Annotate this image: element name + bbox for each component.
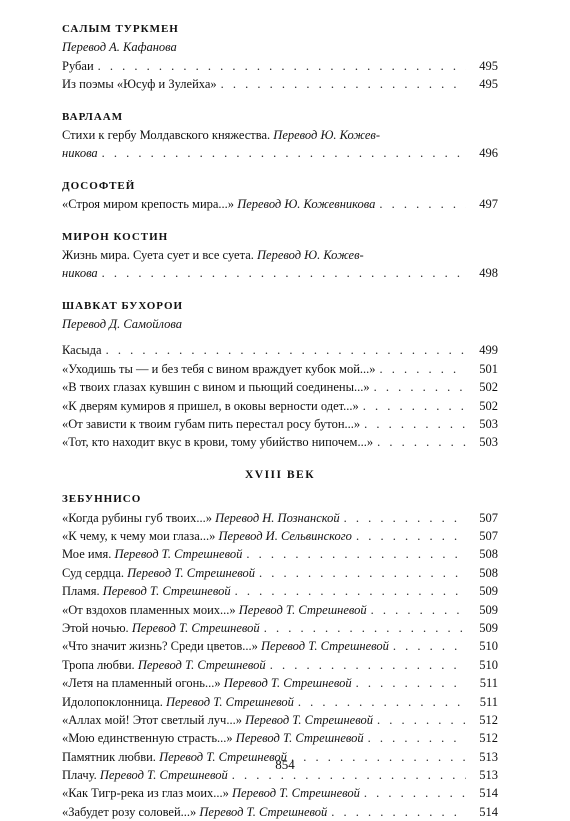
entry-translator: Перевод Т. Стрешневой bbox=[114, 547, 243, 562]
entry-page: 507 bbox=[479, 510, 498, 525]
toc-section bbox=[62, 177, 498, 214]
toc-entry[interactable] bbox=[62, 711, 498, 729]
entry-translator: Перевод Т. Стрешневой bbox=[245, 712, 373, 727]
entry-title: Плачу. bbox=[62, 768, 97, 783]
leader-dots bbox=[393, 637, 466, 655]
author-heading: ВАРЛААМ bbox=[62, 110, 124, 123]
toc-entry[interactable] bbox=[62, 693, 498, 711]
entry-page: 510 bbox=[479, 657, 498, 672]
entry-translator: Перевод Т. Стрешневой bbox=[127, 565, 256, 580]
leader-dots bbox=[368, 729, 466, 747]
leader-dots bbox=[371, 601, 466, 619]
toc-section bbox=[62, 108, 498, 163]
toc-entry[interactable] bbox=[62, 57, 498, 75]
entry-page: 507 bbox=[479, 528, 498, 543]
entry-title: «Летя на пламенный огонь...» bbox=[62, 676, 221, 691]
entry-title: Этой ночью. bbox=[62, 620, 129, 635]
toc-entry[interactable] bbox=[62, 75, 498, 93]
toc-entry[interactable] bbox=[62, 601, 498, 619]
entry-title-wrap bbox=[62, 784, 360, 802]
entry-title-wrap bbox=[62, 729, 364, 747]
entry-translator: Перевод Т. Стрешневой bbox=[232, 786, 360, 801]
leader-dots bbox=[259, 564, 466, 582]
leader-dots bbox=[356, 674, 466, 692]
toc-entry[interactable] bbox=[62, 545, 498, 563]
entry-translator: Перевод Т. Стрешневой bbox=[199, 804, 328, 819]
entry-page: 509 bbox=[479, 602, 498, 617]
entry-title: Касыда bbox=[62, 343, 102, 358]
toc-entry[interactable] bbox=[62, 360, 498, 378]
leader-dots bbox=[246, 545, 466, 563]
entry-page: 502 bbox=[479, 380, 498, 395]
entry-title: «Что значит жизнь? Среди цветов...» bbox=[62, 639, 258, 654]
entry-title-wrap bbox=[62, 619, 260, 637]
toc-entry[interactable] bbox=[62, 144, 498, 162]
entry-translator: никова bbox=[62, 266, 98, 281]
entry-title: «Строя миром крепость мира...» bbox=[62, 197, 235, 212]
entry-title: «К чему, к чему мои глаза...» bbox=[62, 528, 216, 543]
entry-page: 513 bbox=[479, 749, 498, 764]
leader-dots bbox=[363, 397, 466, 415]
entry-page: 499 bbox=[479, 343, 498, 358]
toc-section bbox=[62, 297, 498, 452]
entry-title: Стихи к гербу Молдавского княжества. bbox=[62, 127, 271, 142]
entry-page: 513 bbox=[479, 768, 498, 783]
leader-dots bbox=[235, 582, 466, 600]
entry-page: 512 bbox=[479, 712, 498, 727]
entry-title: Идолопоклонница. bbox=[62, 694, 163, 709]
toc-entry[interactable] bbox=[62, 656, 498, 674]
leader-dots bbox=[298, 693, 466, 711]
entry-title: Из поэмы «Юсуф и Зулейха» bbox=[62, 77, 217, 92]
entry-title: «От зависти к твоим губам пить перестал росу бутон...» bbox=[62, 417, 361, 432]
leader-dots bbox=[364, 784, 466, 802]
entry-title-wrap bbox=[62, 509, 340, 527]
toc-entry[interactable] bbox=[62, 803, 498, 821]
entry-title: «Когда рубины губ твоих...» bbox=[62, 510, 212, 525]
entry-title-wrap bbox=[62, 564, 255, 582]
leader-dots bbox=[331, 803, 466, 821]
toc-section bbox=[62, 228, 498, 283]
toc-entry[interactable] bbox=[62, 674, 498, 692]
translator-credit: Перевод Д. Самойлова bbox=[62, 317, 182, 332]
entry-page: 508 bbox=[479, 547, 498, 562]
toc-entry[interactable] bbox=[62, 341, 498, 359]
toc-entry[interactable] bbox=[62, 619, 498, 637]
entry-title-wrap bbox=[62, 545, 242, 563]
leader-dots bbox=[374, 378, 466, 396]
translator-credit: Перевод А. Кафанова bbox=[62, 40, 177, 55]
entry-title-wrap bbox=[62, 803, 327, 821]
entry-translator: Перевод Т. Стрешневой bbox=[137, 657, 266, 672]
entry-translator: Перевод Т. Стрешневой bbox=[261, 639, 389, 654]
entry-title: «Аллах мой! Этот светлый луч...» bbox=[62, 712, 242, 727]
century-heading: XVIII ВЕК bbox=[244, 468, 316, 481]
entry-translator: Перевод Т. Стрешневой bbox=[235, 731, 364, 746]
toc-entry[interactable] bbox=[62, 264, 498, 282]
toc-entry[interactable] bbox=[62, 415, 498, 433]
entry-title-wrap bbox=[62, 601, 367, 619]
entry-title: «Тот, кто находит вкус в крови, тому убийство нипочем...» bbox=[62, 435, 374, 450]
entry-title: «К дверям кумиров я пришел, в оковы верности одет...» bbox=[62, 398, 359, 413]
entry-page: 509 bbox=[479, 620, 498, 635]
leader-dots bbox=[356, 527, 466, 545]
entry-page: 508 bbox=[479, 565, 498, 580]
entry-page: 509 bbox=[479, 584, 498, 599]
toc-entry[interactable] bbox=[62, 784, 498, 802]
toc-entry[interactable] bbox=[62, 564, 498, 582]
entry-translator: Перевод Т. Стрешневой bbox=[238, 602, 367, 617]
leader-dots bbox=[98, 57, 466, 75]
toc-section bbox=[62, 20, 498, 94]
page-number: 854 bbox=[275, 757, 295, 772]
leader-dots bbox=[106, 341, 466, 359]
entry-translator: Перевод И. Сельвинского bbox=[218, 528, 352, 543]
entry-title-wrap bbox=[62, 674, 352, 692]
toc-entry[interactable] bbox=[62, 582, 498, 600]
entry-translator: Перевод Ю. Кожев- bbox=[273, 127, 380, 142]
leader-dots bbox=[270, 656, 466, 674]
toc-entry[interactable] bbox=[62, 729, 498, 747]
entry-title: Памятник любви. bbox=[62, 749, 156, 764]
entry-title: «Мою единственную страсть...» bbox=[62, 731, 233, 746]
entry-title-wrap bbox=[62, 656, 266, 674]
entry-page: 497 bbox=[479, 197, 498, 212]
entry-page: 510 bbox=[479, 639, 498, 654]
entry-translator: никова bbox=[62, 146, 98, 161]
toc-entry[interactable] bbox=[62, 433, 498, 451]
entry-page: 496 bbox=[479, 146, 498, 161]
leader-dots bbox=[377, 711, 466, 729]
entry-title: Жизнь мира. Суета сует и все суета. bbox=[62, 247, 254, 262]
entry-translator: Перевод Т. Стрешневой bbox=[102, 584, 231, 599]
toc-entry-line[interactable] bbox=[62, 126, 498, 144]
author-heading: ШАВКАТ БУХОРОИ bbox=[62, 299, 184, 312]
author-heading: ЗЕБУННИСО bbox=[62, 493, 142, 506]
entry-translator: Перевод Т. Стрешневой bbox=[223, 676, 352, 691]
entry-title-wrap bbox=[62, 637, 389, 655]
entry-page: 512 bbox=[479, 731, 498, 746]
entry-list bbox=[62, 509, 498, 821]
entry-title: Суд сердца. bbox=[62, 565, 125, 580]
entry-title: Тропа любви. bbox=[62, 657, 135, 672]
entry-title-wrap bbox=[62, 582, 231, 600]
entry-page: 495 bbox=[479, 77, 498, 92]
entry-translator: Перевод Т. Стрешневой bbox=[159, 749, 287, 764]
leader-dots bbox=[102, 264, 466, 282]
toc-entry[interactable] bbox=[62, 637, 498, 655]
entry-title: «Уходишь ты — и без тебя с вином враждует кубок мой...» bbox=[62, 361, 376, 376]
entry-title: Рубаи bbox=[62, 58, 94, 73]
toc-page bbox=[62, 20, 498, 821]
entry-title-wrap bbox=[62, 711, 373, 729]
leader-dots bbox=[344, 509, 466, 527]
entry-page: 501 bbox=[479, 361, 498, 376]
leader-dots bbox=[264, 619, 466, 637]
entry-translator: Перевод Т. Стрешневой bbox=[99, 768, 228, 783]
entry-page: 511 bbox=[479, 694, 498, 709]
entry-page: 511 bbox=[479, 676, 498, 691]
entry-title-wrap bbox=[62, 693, 294, 711]
leader-dots bbox=[221, 75, 466, 93]
entry-translator: Перевод Т. Стрешневой bbox=[131, 620, 260, 635]
author-heading: САЛЫМ ТУРКМЕН bbox=[62, 23, 179, 35]
entry-translator: Перевод Н. Познанской bbox=[215, 510, 340, 525]
entry-page: 495 bbox=[479, 58, 498, 73]
entry-title-wrap bbox=[62, 195, 375, 213]
spacer bbox=[62, 333, 498, 341]
entry-page: 503 bbox=[479, 417, 498, 432]
leader-dots bbox=[364, 415, 466, 433]
entry-page: 514 bbox=[479, 786, 498, 801]
leader-dots bbox=[380, 360, 466, 378]
entry-translator: Перевод Ю. Кожевникова bbox=[237, 197, 376, 212]
entry-title: Пламя. bbox=[62, 584, 100, 599]
entry-translator: Перевод Ю. Кожев- bbox=[257, 247, 364, 262]
toc-entry[interactable] bbox=[62, 397, 498, 415]
toc-entry[interactable] bbox=[62, 527, 498, 545]
entry-page: 503 bbox=[479, 435, 498, 450]
entry-title: «Забудет розу соловей...» bbox=[62, 804, 197, 819]
entry-title-wrap bbox=[62, 527, 352, 545]
leader-dots bbox=[102, 144, 466, 162]
entry-translator: Перевод Т. Стрешневой bbox=[166, 694, 294, 709]
toc-entry[interactable] bbox=[62, 195, 498, 213]
entry-title: «От вздохов пламенных моих...» bbox=[62, 602, 236, 617]
entry-page: 514 bbox=[479, 804, 498, 819]
toc-entry[interactable] bbox=[62, 509, 498, 527]
author-heading: МИРОН КОСТИН bbox=[62, 230, 169, 243]
entry-title: «Как Тигр-река из глаз моих...» bbox=[62, 786, 229, 801]
entry-title: «В твоих глазах кувшин с вином и пьющий соединены...» bbox=[62, 380, 370, 395]
leader-dots bbox=[377, 433, 466, 451]
leader-dots bbox=[379, 195, 466, 213]
entry-title: Мое имя. bbox=[62, 547, 112, 562]
toc-entry-line[interactable] bbox=[62, 246, 498, 264]
author-heading: ДОСОФТЕЙ bbox=[62, 179, 136, 192]
entry-page: 498 bbox=[479, 266, 498, 281]
entry-page: 502 bbox=[479, 398, 498, 413]
toc-entry[interactable] bbox=[62, 378, 498, 396]
